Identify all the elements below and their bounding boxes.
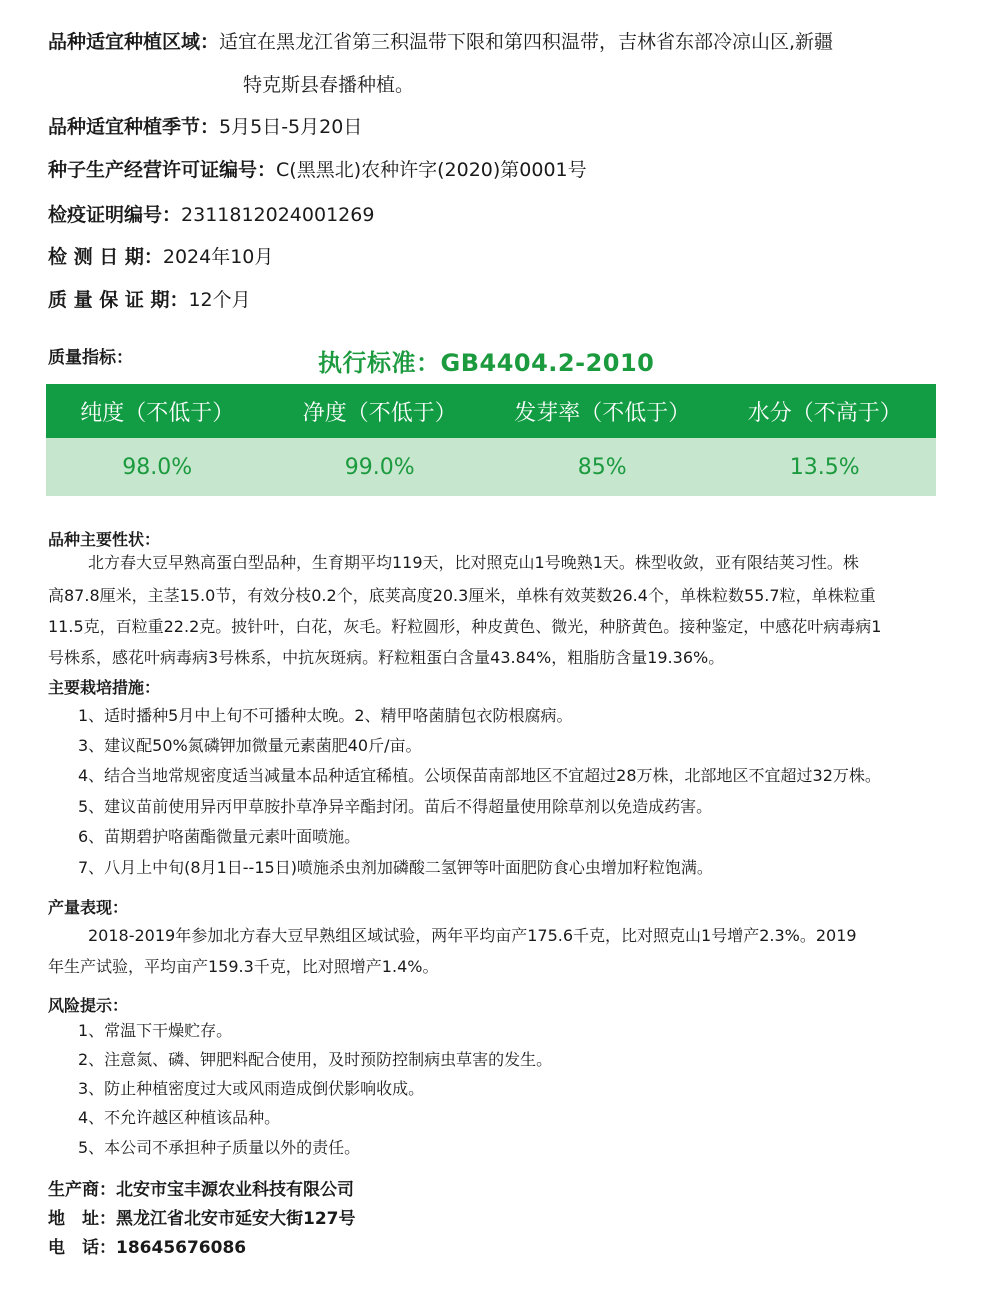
cultivation-item-5: 6、苗期碧护咯菌酯微量元素叶面喷施。 <box>78 827 361 846</box>
header-cleanliness: 净度（不低于） <box>302 400 457 426</box>
cultivation-item-3: 4、结合当地常规密度适当减量本品种适宜稀植。公顷保苗南部地区不宜超过28万株，北部地区不宜超过32万株。 <box>78 766 881 785</box>
test-date-value: 2024年10月 <box>162 246 274 268</box>
season-value: 5月5日-5月20日 <box>219 116 363 138</box>
yield-line-1: 2018-2019年参加北方春大豆早熟组区域试验，两年平均亩产175.6千克，比对照克山1号增产2.3%。2019 <box>88 926 857 945</box>
season-row <box>48 113 362 141</box>
region-value: 适宜在黑龙江省第三积温带下限和第四积温带，吉林省东部冷凉山区,新疆 <box>219 31 834 53</box>
traits-line-3: 11.5克，百粒重22.2克。披针叶，白花，灰毛。籽粒圆形，种皮黄色、微光，种脐黄色。接种鉴定，中感花叶病毒病1 <box>48 617 882 636</box>
producer-row <box>48 1178 354 1202</box>
risk-item-5: 5、本公司不承担种子质量以外的责任。 <box>78 1138 361 1157</box>
region-value-cont: 特克斯县春播种植。 <box>243 74 415 96</box>
risk-item-3: 3、防止种植密度过大或风雨造成倒伏影响收成。 <box>78 1079 425 1098</box>
quality-table <box>46 384 936 496</box>
phone-row <box>48 1236 246 1260</box>
address-row <box>48 1207 356 1231</box>
address-label: 地 址： <box>48 1209 116 1229</box>
warranty-value: 12个月 <box>188 289 251 311</box>
region-row <box>48 28 833 56</box>
address-value: 黑龙江省北安市延安大街127号 <box>116 1209 356 1229</box>
test-date-row <box>48 243 273 271</box>
risk-title: 风险提示： <box>48 996 129 1015</box>
header-purity: 纯度（不低于） <box>80 400 235 426</box>
traits-title: 品种主要性状： <box>48 530 161 549</box>
season-label: 品种适宜种植季节： <box>48 116 220 138</box>
test-date-label: 检 测 日 期： <box>48 246 163 268</box>
quarantine-value: 2311812024001269 <box>181 204 375 226</box>
quality-table-values <box>46 438 936 496</box>
producer-value: 北安市宝丰源农业科技有限公司 <box>116 1180 354 1200</box>
phone-label: 电 话： <box>48 1238 116 1258</box>
quality-table-header <box>46 384 936 438</box>
quarantine-row <box>48 201 374 229</box>
quarantine-label: 检疫证明编号： <box>48 204 182 226</box>
value-cleanliness: 99.0% <box>344 454 415 480</box>
cultivation-item-2: 3、建议配50%氮磷钾加微量元素菌肥40斤/亩。 <box>78 736 422 755</box>
license-value: C(黑黑北)农种许字(2020)第0001号 <box>276 159 587 181</box>
header-germination: 发芽率（不低于） <box>514 400 691 426</box>
cultivation-title: 主要栽培措施： <box>48 678 161 697</box>
value-germination: 85% <box>577 454 627 480</box>
traits-line-1: 北方春大豆早熟高蛋白型品种，生育期平均119天，比对照克山1号晚熟1天。株型收敛，亚有限结荚习性。株 <box>88 553 859 572</box>
producer-label: 生产商： <box>48 1180 116 1200</box>
traits-line-4: 号株系，感花叶病毒病3号株系，中抗灰斑病。籽粒粗蛋白含量43.84%，粗脂肪含量19.36%。 <box>48 648 725 667</box>
header-moisture: 水分（不高于） <box>747 400 902 426</box>
yield-line-2: 年生产试验，平均亩产159.3千克，比对照增产1.4%。 <box>48 957 439 976</box>
region-label: 品种适宜种植区域： <box>48 31 220 53</box>
license-row <box>48 156 587 184</box>
risk-item-4: 4、不允许越区种植该品种。 <box>78 1108 281 1127</box>
traits-line-2: 高87.8厘米，主茎15.0节，有效分枝0.2个，底荚高度20.3厘米，单株有效荚数26.4个，单株粒数55.7粒，单株粒重 <box>48 586 876 605</box>
cultivation-item-6: 7、八月上中旬(8月1日--15日)喷施杀虫剂加磷酸二氢钾等叶面肥防食心虫增加籽粒饱满。 <box>78 858 713 877</box>
value-purity: 98.0% <box>122 454 193 480</box>
cultivation-item-1: 1、适时播种5月中上旬不可播种太晚。2、精甲咯菌腈包衣防根腐病。 <box>78 706 573 725</box>
warranty-label: 质 量 保 证 期： <box>48 289 189 311</box>
quality-label: 质量指标： <box>48 348 133 368</box>
value-moisture: 13.5% <box>789 454 860 480</box>
phone-value: 18645676086 <box>116 1238 247 1258</box>
cultivation-item-4: 5、建议苗前使用异丙甲草胺扑草净异辛酯封闭。苗后不得超量使用除草剂以免造成药害。 <box>78 797 713 816</box>
risk-item-1: 1、常温下干燥贮存。 <box>78 1021 233 1040</box>
license-label: 种子生产经营许可证编号： <box>48 159 277 181</box>
standard-title: 执行标准：GB4404.2-2010 <box>318 349 655 377</box>
risk-item-2: 2、注意氮、磷、钾肥料配合使用，及时预防控制病虫草害的发生。 <box>78 1050 553 1069</box>
warranty-row <box>48 286 251 314</box>
yield-title: 产量表现： <box>48 898 129 917</box>
